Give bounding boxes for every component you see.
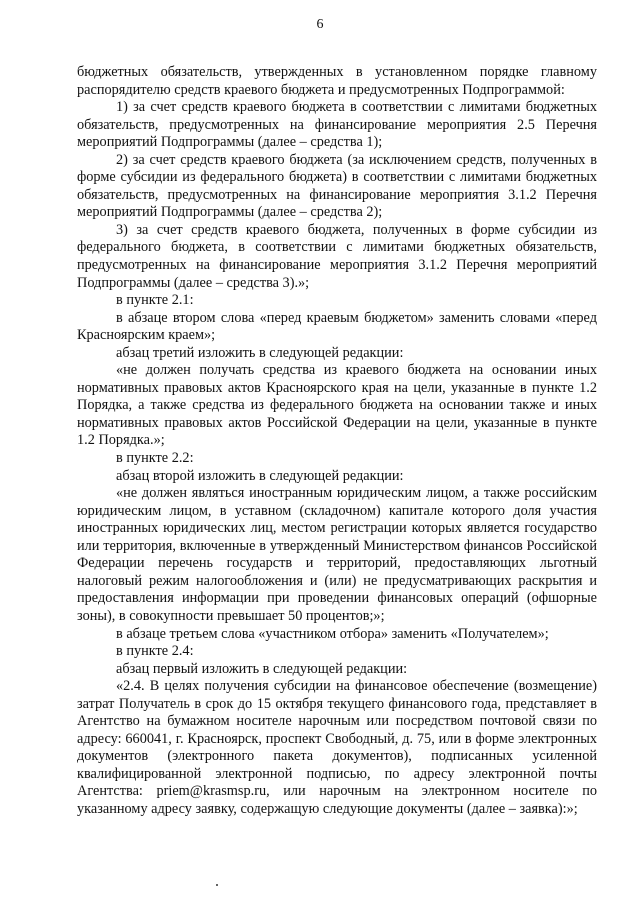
paragraph-clause-2-1: в пункте 2.1: — [116, 292, 194, 309]
paragraph-replace-words: в абзаце втором слова «перед краевым бюджетом» заменить словами «перед Красноярским краем»; — [77, 309, 597, 344]
paragraph-replace-participant: в абзаце третьем слова «участником отбора» заменить «Получателем»; — [116, 625, 549, 642]
paragraph-quote-foreign: «не должен являться иностранным юридическим лицом, а также российским юридическим лицом, в уставном (складочном) капитале которого доля участия иностранных юридических лиц, местом регистрации которых является государство или территория, включенные в утвержденный Министерством финансов Российской Федерации перечень государств и территорий, предоставляющих льготный налоговый режим налогообложения и (или) не предусматривающих раскрытия и предоставления информации при проведении финансовых операций (офшорные зоны), в совокупности превышает 50 процентов;»; — [77, 485, 597, 624]
paragraph-item-1: 1) за счет средств краевого бюджета в соответствии с лимитами бюджетных обязательств, предусмотренных на финансирование мероприятия 2.5 Перечня мероприятий Подпрограммы (далее – средства 1); — [77, 99, 597, 151]
paragraph-quote-2-4: «2.4. В целях получения субсидии на финансовое обеспечение (возмещение) затрат Получатель в срок до 15 октября текущего финансового года, представляет в Агентство на бумажном носителе нарочным или посредством почтовой связи по адресу: 660041, г. Красноярск, проспект Свободный, д. 75, или в форме электронных документов (электронного пакета документов), подписанных усиленной квалифицированной электронной подписью, по адресу электронной почты Агентства: priem@krasmsp.ru, или нарочным на электронном носителе по указанному адресу заявку, содержащую следующие документы (далее – заявка):»; — [77, 678, 597, 817]
page-number: 6 — [316, 17, 324, 32]
paragraph-continuation: бюджетных обязательств, утвержденных в установленном порядке главному распорядителю средств краевого бюджета и предусмотренных Подпрограммой: — [77, 64, 597, 98]
document-body — [77, 64, 597, 819]
paragraph-item-3: 3) за счет средств краевого бюджета, полученных в форме субсидии из федерального бюджета, в соответствии с лимитами бюджетных обязательств, предусмотренных на финансирование мероприятия 3.1.2 Перечня мероприятий Подпрограммы (далее – средства 3).»; — [77, 221, 597, 291]
paragraph-quote-budget: «не должен получать средства из краевого бюджета на основании иных нормативных правовых актов Красноярского края на цели, указанные в пункте 1.2 Порядка, а также средства из федерального бюджета на основании также и иных нормативных правовых актов Российской Федерации на цели, указанные в пункте 1.2 Порядка.»; — [77, 362, 597, 449]
paragraph-clause-2-4: в пункте 2.4: — [116, 643, 194, 660]
paragraph-first-abzac: абзац первый изложить в следующей редакции: — [116, 660, 408, 677]
paragraph-second-abzac: абзац второй изложить в следующей редакции: — [116, 467, 404, 484]
paragraph-item-2: 2) за счет средств краевого бюджета (за исключением средств, полученных в форме субсидии из федерального бюджета) в соответствии с лимитами бюджетных обязательств, предусмотренных на финансирование мероприятия 3.1.2 Перечня мероприятий Подпрограммы (далее – средства 2); — [77, 151, 597, 221]
paragraph-clause-2-2: в пункте 2.2: — [116, 450, 194, 467]
paragraph-third-abzac: абзац третий изложить в следующей редакции: — [116, 344, 404, 361]
scan-speck — [216, 884, 218, 886]
